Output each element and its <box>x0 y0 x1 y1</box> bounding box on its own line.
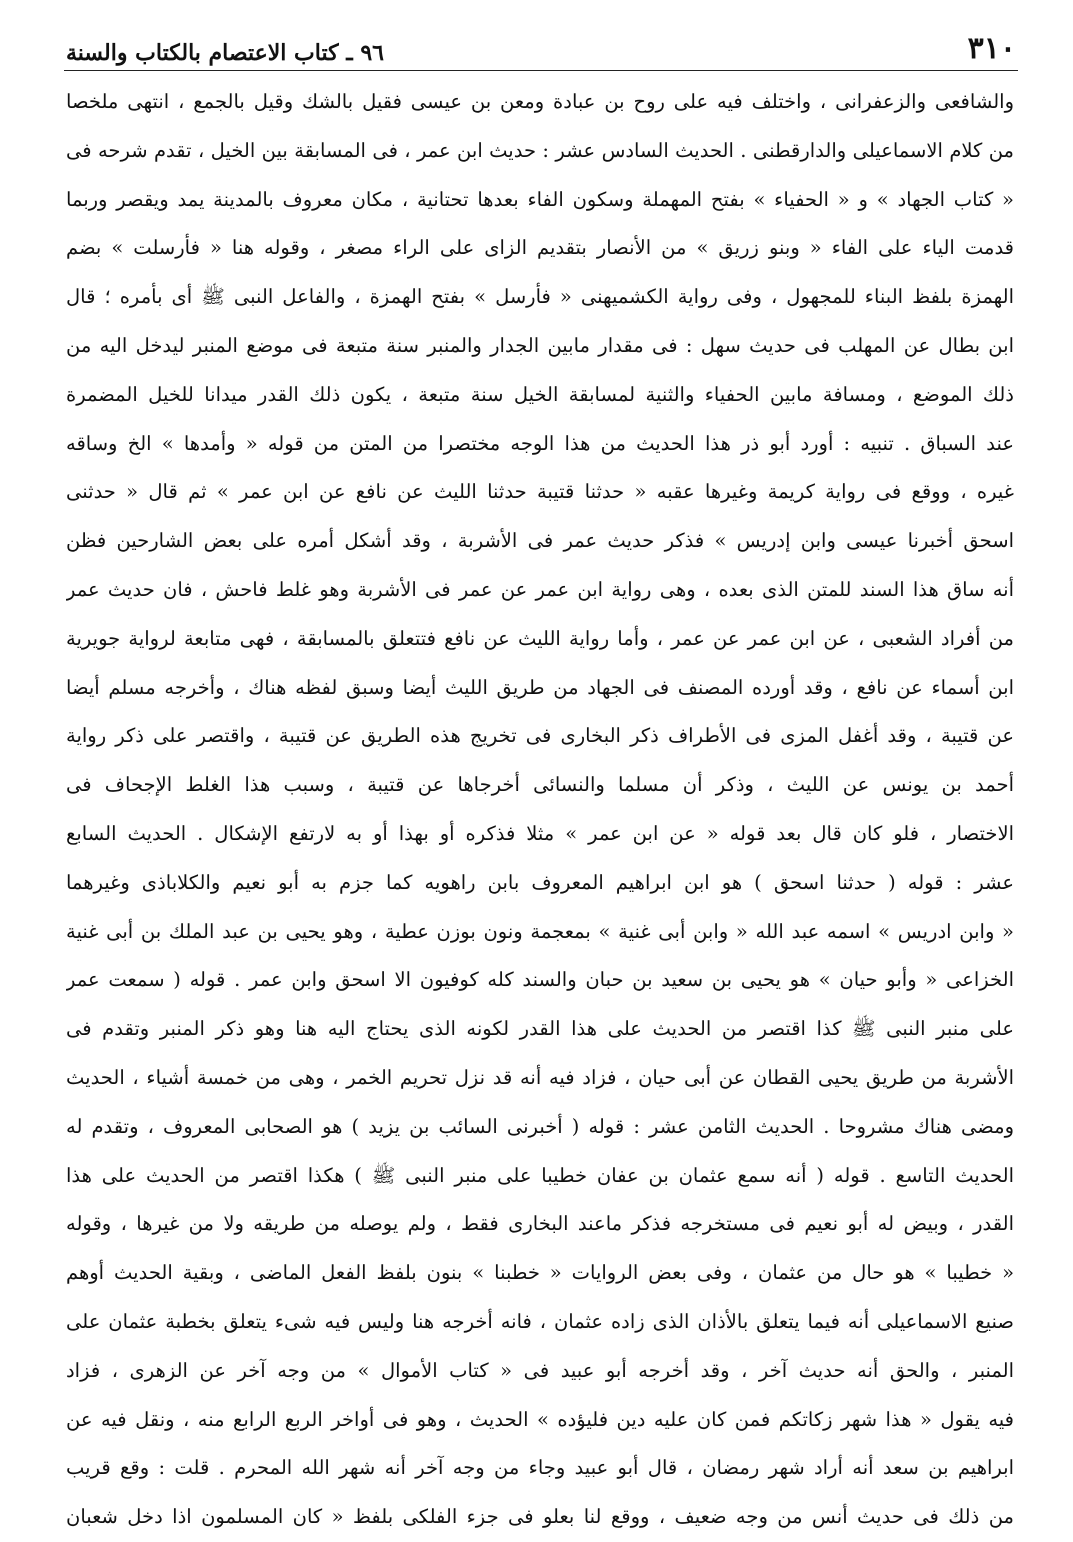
text-line: أنه ساق هذا السند للمتن الذى بعده ، وهى رواية ابن عمر عن عمر فى الأشربة وهو غلط فاحش ، فان حديث عمر <box>66 577 1014 601</box>
running-title: ٩٦ ـ كتاب الاعتصام بالكتاب والسنة <box>66 40 384 66</box>
text-line: اسحق أخبرنا عيسى وابن إدريس » فذكر حديث عمر فى الأشربة ، وقد أشكل أمره على بعض الشارحين فظن <box>66 529 1014 553</box>
text-line: الاختصار ، فلو كان قال بعد قوله « عن ابن عمر » مثلا فذكره أو بهذا أو به لارتفع الإشكال . الحديث السابع <box>66 821 1014 845</box>
text-line: الحديث التاسع . قوله ( أنه سمع عثمان بن عفان خطيبا على منبر النبى ﷺ ) هكذا اقتصر من الحديث على هذا <box>66 1163 1014 1187</box>
text-line: عن قتيبة ، وقد أغفل المزى فى الأطراف ذكر البخارى فى تخريج هذه الطريق عن قتيبة ، واقتصر على ذكر رواية <box>66 724 1014 748</box>
text-line: « وابن ادريس » اسمه عبد الله « وابن أبى غنية » بمعجمة ونون بوزن عطية ، وهو يحيى بن عبد الملك بن أبى غنية <box>66 919 1014 943</box>
text-line: من ذلك فى حديث أنس من وجه ضعيف ، ووقع لنا بعلو فى جزء الفلكى بلفظ « كان المسلمون اذا دخل شعبان <box>66 1505 1014 1529</box>
page-header <box>66 22 1016 66</box>
text-line: عشر : قوله ( حدثنا اسحق ) هو ابن ابراهيم المعروف بابن راهويه كما جزم به أبو نعيم والكلاباذى وغيرهما <box>66 870 1014 894</box>
text-line: والشافعى والزعفرانى ، واختلف فيه على روح بن عبادة ومعن بن عيسى فقيل بالشك وقيل بالجمع ، انتهى ملخصا <box>66 90 1014 113</box>
text-line: ابراهيم بن سعد أنه أراد شهر رمضان ، قال أبو عبيد وجاء من وجه آخر أنه شهر الله المحرم . قلت : وقع قريب <box>66 1456 1014 1480</box>
text-line: عند السباق . تنبيه : أورد أبو ذر هذا الحديث من هذا الوجه مختصرا من المتن من قوله « وأمدها » الخ وساقه <box>66 431 1014 455</box>
text-line: أحمد بن يونس عن الليث ، وذكر أن مسلما والنسائى أخرجاها عن قتيبة ، وسبب هذا الغلط الإجحاف فى <box>66 773 1014 797</box>
text-line: الهمزة بلفظ البناء للمجهول ، وفى رواية الكشميهنى « فأرسل » بفتح الهمزة ، والفاعل النبى ﷺ أى بأمره ؛ قال <box>66 285 1014 309</box>
text-line: صنيع الاسماعيلى أنه فيما يتعلق بالأذان الذى زاده عثمان ، فانه أخرجه هنا وليس فيه شىء يتعلق بخطبة عثمان على <box>66 1309 1014 1333</box>
text-line: القدر ، وبيض له أبو نعيم فى مستخرجه فذكر ماعند البخارى فقط ، ولم يوصله من طريقه ولا من غيرها ، وقوله <box>66 1212 1014 1236</box>
page-body-text <box>66 78 1014 1542</box>
text-line: من أفراد الشعبى ، عن ابن عمر عن عمر ، وأما رواية الليث عن نافع فتتعلق بالمسابقة ، فهى متابعة لرواية جويرية <box>66 626 1014 650</box>
text-line: قدمت الياء على الفاء « وبنو زريق » من الأنصار بتقديم الزاى على الراء مصغر ، وقوله هنا « فأرسلت » بضم <box>66 236 1014 260</box>
text-line: « كتاب الجهاد » و « الحفياء » بفتح المهملة وسكون الفاء بعدها تحتانية ، مكان معروف بالمدينة يمد ويقصر وربما <box>66 187 1014 211</box>
text-line: ابن بطال عن المهلب فى حديث سهل : فى مقدار مابين الجدار والمنبر سنة متبعة فى موضع المنبر ليدخل اليه من <box>66 333 1014 357</box>
text-line: ومضى هناك مشروحا . الحديث الثامن عشر : قوله ( أخبرنى السائب بن يزيد ) هو الصحابى المعروف ، وتقدم له <box>66 1114 1014 1138</box>
page-number: ٣١٠ <box>967 31 1016 66</box>
text-line: الخزاعى « وأبو حيان » هو يحيى بن سعيد بن حبان والسند كله كوفيون الا اسحق وابن عمر . قوله ( سمعت عمر <box>66 968 1014 992</box>
text-line: المنبر ، والحق أنه حديث آخر ، وقد أخرجه أبو عبيد فى « كتاب الأموال » من وجه آخر عن الزهرى ، فزاد <box>66 1358 1014 1382</box>
header-rule <box>64 70 1018 71</box>
text-line: فيه يقول « هذا شهر زكاتكم فمن كان عليه دين فليؤده » الحديث ، وهو فى أواخر الربع الرابع منه ، ونقل فيه عن <box>66 1407 1014 1431</box>
text-line: ابن أسماء عن نافع ، وقد أورده المصنف فى الجهاد من طريق الليث أيضا وسبق لفظه هناك ، وأخرجه مسلم أيضا <box>66 675 1014 699</box>
text-line: الأشربة من طريق يحيى القطان عن أبى حيان ، فزاد فيه أنه قد نزل تحريم الخمر ، وهى من خمسة أشياء ، الحديث <box>66 1065 1014 1089</box>
text-line: على منبر النبى ﷺ كذا اقتصر من الحديث على هذا القدر لكونه الذى يحتاج اليه هنا وهو ذكر المنبر وتقدم فى <box>66 1017 1014 1041</box>
text-line: ذلك الموضع ، ومسافة مابين الحفياء والثنية لمسابقة الخيل سنة متبعة ، يكون ذلك القدر ميدانا للخيل المضمرة <box>66 382 1014 406</box>
text-line: « خطيبا » هو حال من عثمان ، وفى بعض الروايات « خطبنا » بنون بلفظ الفعل الماضى ، وبقية الحديث أوهم <box>66 1261 1014 1285</box>
text-line: غيره ، ووقع فى رواية كريمة وغيرها عقبه « حدثنا قتيبة حدثنا الليث عن نافع عن ابن عمر » ثم قال « حدثنى <box>66 480 1014 504</box>
text-line: من كلام الاسماعيلى والدارقطنى . الحديث السادس عشر : حديث ابن عمر ، فى المسابقة بين الخيل ، تقدم شرحه فى <box>66 138 1014 162</box>
